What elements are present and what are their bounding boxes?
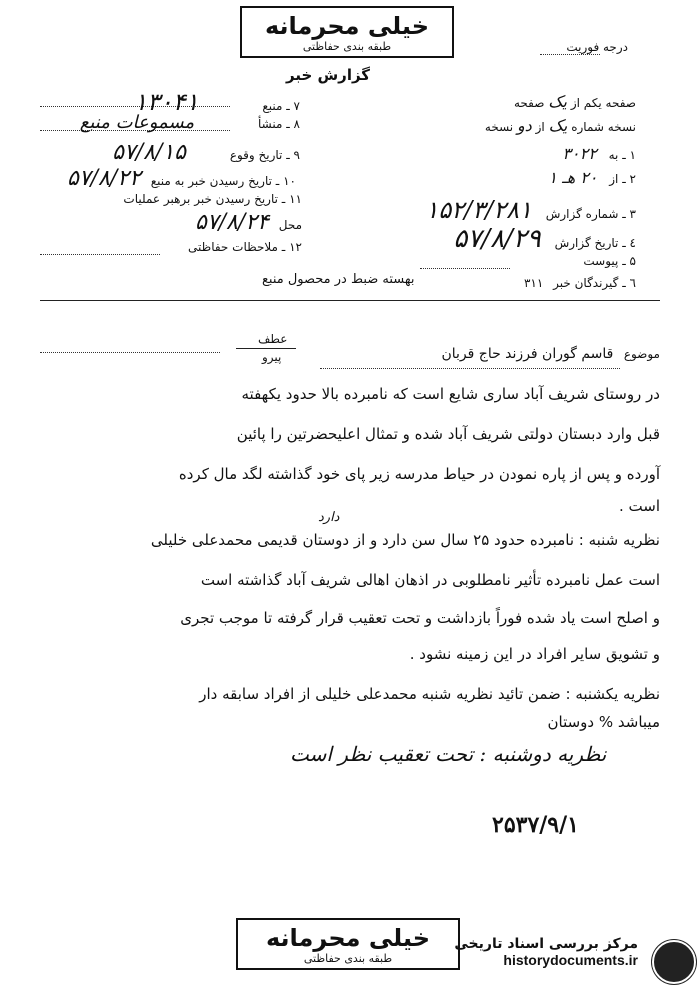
archive-watermark (388, 936, 638, 968)
archive-logo-icon (652, 940, 696, 984)
stamp-main-text: خیلی محرمانه (264, 12, 430, 40)
attachment-field: ۵ ـ پیوست (583, 254, 636, 268)
page-count-field: صفحه یکم از یک صفحه (513, 92, 636, 111)
report-number-field: ۳ ـ شماره گزارش ۱۵۲/۳/۲۸۱ (425, 196, 636, 224)
body-line-9: نظریه یکشنبه : ضمن تائید نظریه شنبه محمدعلی خلیلی از افراد سابقه دار (199, 685, 660, 703)
from-field: ۲ ـ از ۲۰ هـ ۱ (548, 168, 636, 187)
handwritten-note: نظریه دوشنبه : تحت تعقیب نظر است (290, 742, 607, 766)
body-line-6: است عمل نامبرده تأثیر نامطلوبی در اذهان اهالی شریف آباد گذاشته است (200, 571, 660, 589)
footer-stamp-main-text: خیلی محرمانه (265, 924, 431, 952)
atf-label: عطف (258, 332, 288, 346)
source-field: ۷ ـ منبع ۱۳۰۴۱ (134, 88, 300, 116)
body-line-7: و اصلح است یاد شده فوراً بازداشت و تحت تعقیب قرار گرفته تا موجب تجری (180, 609, 660, 627)
source-receipt-date-field: ۱۰ ـ تاریخ رسیدن خبر به منبع ۵۷/۸/۲۲ (67, 166, 296, 191)
priority-label: درجه فوریت (566, 40, 628, 54)
body-line-1: در روستای شریف آباد ساری شایع است که نامبرده بالا حدود یکهفته (241, 385, 660, 403)
body-line-10: میباشد % دوستان (547, 713, 660, 731)
origin-field: ۸ ـ منشأ مسموعات منبع (79, 112, 300, 133)
location-field: محل ۵۷/۸/۲۴ (195, 210, 302, 235)
body-line-4: است . (618, 497, 660, 515)
footer-stamp-sub-text: طبقه بندی حفاظتی (303, 952, 393, 965)
subject-line: موضوع قاسم گوران فرزند حاج قربان (441, 346, 660, 362)
top-classification-stamp (240, 6, 454, 58)
report-date-field: ٤ ـ تاریخ گزارش ۵۷/۸/۲۹ (453, 224, 636, 254)
copy-number-field: نسخه شماره یک از دو نسخه (484, 116, 636, 135)
operations-receipt-date-field: ۱۱ ـ تاریخ رسیدن خبر برهبر عملیات (123, 192, 302, 206)
peyro-label: پیرو (262, 350, 282, 364)
archive-note: بهسته ضبط در محصول منبع (262, 272, 415, 287)
watermark-title: مرکز بررسی اسناد تاریخی (454, 936, 638, 952)
body-line-2: قبل وارد دبستان دولتی شریف آباد شده و تمثال اعلیحضرتین را پائین (236, 425, 660, 443)
body-line-5: نظریه شنبه : نامبرده حدود ۲۵ سال سن دارد و از دوستان قدیمی محمدعلی خلیلی (150, 531, 660, 549)
stamp-sub-text: طبقه بندی حفاظتی (302, 40, 392, 53)
report-title: گزارش خبر (286, 66, 371, 84)
handwritten-date: ۲۵۳۷/۹/۱ (492, 812, 579, 838)
recipients-field: ٦ ـ گیرندگان خبر ۳۱۱ (523, 276, 636, 290)
body-line-8: و تشویق سایر افراد در این زمینه نشود . (409, 645, 660, 663)
watermark-url: historydocuments.ir (503, 952, 638, 968)
occurrence-date-field: ۹ ـ تاریخ وقوع ۵۷/۸/۱۵ (112, 140, 300, 165)
security-notes-field: ۱۲ ـ ملاحظات حفاظتی (188, 240, 302, 254)
inserted-word: دارد (318, 510, 340, 525)
body-line-3: آورده و پس از پاره نمودن در حیاط مدرسه زیر پای خود گذاشته لگد مال کرده (178, 465, 660, 483)
to-field: ۱ ـ به ۳۰۲۲ (562, 144, 636, 163)
